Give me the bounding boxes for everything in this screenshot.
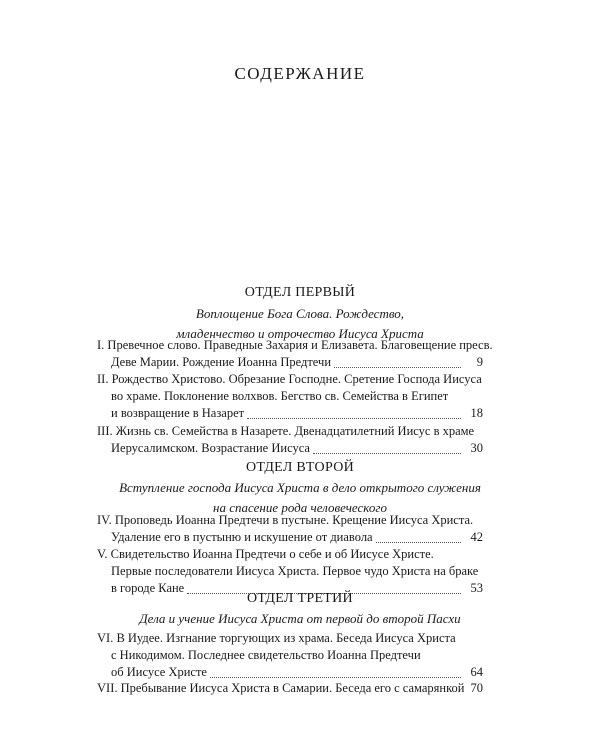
toc-entry[interactable] xyxy=(97,546,483,597)
entry-text: VII. Пребывание Иисуса Христа в Самарии. Беседа его с самарянкой xyxy=(97,681,465,695)
leader-dots xyxy=(210,676,461,678)
entry-line xyxy=(97,630,463,647)
leader-dots xyxy=(334,366,461,368)
toc-entry[interactable] xyxy=(97,423,483,457)
page-title: СОДЕРЖАНИЕ xyxy=(234,64,366,83)
entry-text: Иерусалимском. Возрастание Иисуса xyxy=(111,441,310,455)
subtitle-line: Воплощение Бога Слова. Рождество, xyxy=(195,306,405,321)
entry-line xyxy=(97,337,493,354)
leader-dots xyxy=(313,452,461,454)
entry-line xyxy=(97,423,475,440)
toc-entry[interactable] xyxy=(97,512,483,546)
page-number: 30 xyxy=(470,441,483,455)
entry-line xyxy=(97,563,479,580)
page-number: 64 xyxy=(470,665,483,679)
subtitle-line: Вступление господа Иисуса Христа в дело открытого служения xyxy=(119,480,481,495)
entry-text: с Никодимом. Последнее свидетельство Иоанна Предтечи xyxy=(111,648,421,662)
entry-line xyxy=(97,371,482,388)
leader-dots xyxy=(376,541,461,543)
section-subtitle xyxy=(90,609,510,629)
entry-text: Удаление его в пустыню и искушение от диавола xyxy=(111,530,373,544)
entry-line xyxy=(97,354,463,371)
entry-text: V. Свидетельство Иоанна Предтечи о себе и об Иисусе Христе. xyxy=(97,547,434,561)
entry-text: в городе Кане xyxy=(111,581,185,595)
toc-entry[interactable] xyxy=(97,371,483,422)
entry-line xyxy=(97,405,463,422)
entry-text: об Иисусе Христе xyxy=(111,665,207,679)
entry-text: III. Жизнь св. Семейства в Назарете. Двенадцатилетний Иисус в храме xyxy=(97,424,475,438)
entry-text: I. Превечное слово. Праведные Захария и Елизавета. Благовещение пресв. xyxy=(97,338,493,352)
entry-line xyxy=(97,647,463,664)
entry-text: Деве Марии. Рождение Иоанна Предтечи xyxy=(111,355,332,369)
entry-text: во храме. Поклонение волхвов. Бегство св. Семейства в Египет xyxy=(111,389,449,403)
entry-text: и возвращение в Назарет xyxy=(111,406,245,420)
subtitle-line: на спасение рода человеческого xyxy=(213,500,387,515)
subtitle-line: младенчество и отрочество Иисуса Христа xyxy=(176,326,424,341)
entry-line xyxy=(97,664,463,681)
toc-entry[interactable] xyxy=(97,630,483,681)
page-number: 9 xyxy=(476,355,483,369)
entry-line xyxy=(97,680,463,697)
entry-line xyxy=(97,512,474,529)
entry-line xyxy=(97,440,463,457)
section-heading: ОТДЕЛ ТРЕТИЙ xyxy=(247,591,353,606)
page-number: 70 xyxy=(470,681,483,695)
page-number: 18 xyxy=(470,406,483,420)
entry-line xyxy=(97,529,463,546)
section-heading: ОТДЕЛ ПЕРВЫЙ xyxy=(244,285,356,300)
section-heading: ОТДЕЛ ВТОРОЙ xyxy=(245,460,355,475)
leader-dots xyxy=(247,417,461,419)
entry-text: Первые последователи Иисуса Христа. Первое чудо Христа на браке xyxy=(111,564,479,578)
toc-entry[interactable] xyxy=(97,680,483,697)
entry-line xyxy=(97,388,463,405)
entry-text: IV. Проповедь Иоанна Предтечи в пустыне. Крещение Иисуса Христа. xyxy=(97,513,474,527)
page-number: 53 xyxy=(470,581,483,595)
entry-text: VI. В Иудее. Изгнание торгующих из храма. Беседа Иисуса Христа xyxy=(97,631,456,645)
subtitle-line: Дела и учение Иисуса Христа от первой до второй Пасхи xyxy=(139,611,461,626)
entry-text: II. Рождество Христово. Обрезание Господне. Сретение Господа Иисуса xyxy=(97,372,482,386)
toc-entry[interactable] xyxy=(97,337,493,371)
page-number: 42 xyxy=(470,530,483,544)
entry-line xyxy=(97,546,463,563)
